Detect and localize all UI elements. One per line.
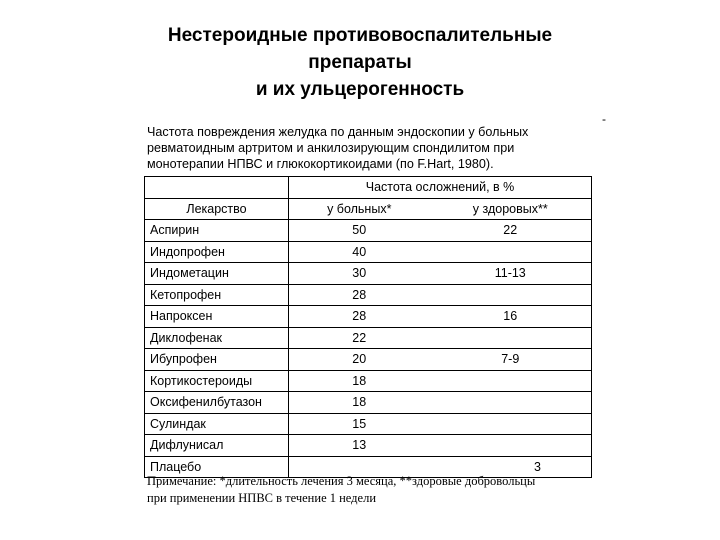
cell-drug: Ибупрофен <box>145 349 289 371</box>
caption-line-1: Частота повреждения желудка по данным эндоскопии у больных <box>147 125 529 139</box>
cell-drug: Напроксен <box>145 306 289 328</box>
cell-drug: Индопрофен <box>145 241 289 263</box>
header-drug: Лекарство <box>145 198 289 220</box>
table-row <box>145 263 592 285</box>
cell-healthy: 7-9 <box>430 349 592 371</box>
cell-drug: Сулиндак <box>145 413 289 435</box>
cell-healthy <box>430 392 592 414</box>
cell-patients: 22 <box>289 327 430 349</box>
cell-patients: 13 <box>289 435 430 457</box>
title-line-1: Нестероидные противовоспалительные <box>167 25 553 46</box>
cell-healthy <box>430 327 592 349</box>
title-line-3: и их ульцерогенность <box>255 79 465 100</box>
table-header-row <box>145 198 592 220</box>
header-empty-cell <box>145 177 289 199</box>
table-row <box>145 284 592 306</box>
cell-drug: Кортикостероиды <box>145 370 289 392</box>
cell-patients: 28 <box>289 284 430 306</box>
cell-placebo-value: 3 <box>289 456 592 478</box>
cell-drug: Аспирин <box>145 220 289 242</box>
cell-healthy <box>430 435 592 457</box>
table-caption <box>147 124 607 172</box>
cell-healthy <box>430 370 592 392</box>
caption-line-2: ревматоидным артритом и анкилозирующим спондилитом при <box>147 141 515 155</box>
cell-patients: 50 <box>289 220 430 242</box>
stray-dash: - <box>602 112 606 126</box>
cell-patients: 20 <box>289 349 430 371</box>
cell-patients: 30 <box>289 263 430 285</box>
complications-table <box>144 176 592 478</box>
cell-healthy: 22 <box>430 220 592 242</box>
header-healthy: у здоровых** <box>430 198 592 220</box>
cell-drug: Оксифенилбутазон <box>145 392 289 414</box>
table-row <box>145 349 592 371</box>
table-header-row-group <box>145 177 592 199</box>
table-note <box>147 473 607 507</box>
header-patients: у больных* <box>289 198 430 220</box>
table-row <box>145 392 592 414</box>
cell-drug: Диклофенак <box>145 327 289 349</box>
table-row <box>145 220 592 242</box>
cell-healthy: 16 <box>430 306 592 328</box>
cell-drug: Плацебо <box>145 456 289 478</box>
cell-patients: 28 <box>289 306 430 328</box>
table-row <box>145 327 592 349</box>
cell-healthy: 11-13 <box>430 263 592 285</box>
cell-patients: 40 <box>289 241 430 263</box>
cell-drug: Кетопрофен <box>145 284 289 306</box>
cell-drug: Дифлунисал <box>145 435 289 457</box>
note-line-1: Примечание: *длительность лечения 3 месяца, **здоровые добровольцы <box>147 474 536 488</box>
table-row <box>145 241 592 263</box>
cell-healthy <box>430 284 592 306</box>
cell-healthy <box>430 241 592 263</box>
table-row <box>145 370 592 392</box>
header-group-cell: Частота осложнений, в % <box>289 177 592 199</box>
note-line-2: при применении НПВС в течение 1 недели <box>147 491 377 505</box>
table-row <box>145 435 592 457</box>
title-line-2: препараты <box>308 52 412 73</box>
caption-line-3: монотерапии НПВС и глюкокортикоидами (по F.Hart, 1980). <box>147 157 494 171</box>
cell-healthy <box>430 413 592 435</box>
cell-patients: 15 <box>289 413 430 435</box>
cell-patients: 18 <box>289 370 430 392</box>
table-row <box>145 306 592 328</box>
cell-patients: 18 <box>289 392 430 414</box>
cell-drug: Индометацин <box>145 263 289 285</box>
slide-title <box>0 22 720 103</box>
table-row <box>145 413 592 435</box>
